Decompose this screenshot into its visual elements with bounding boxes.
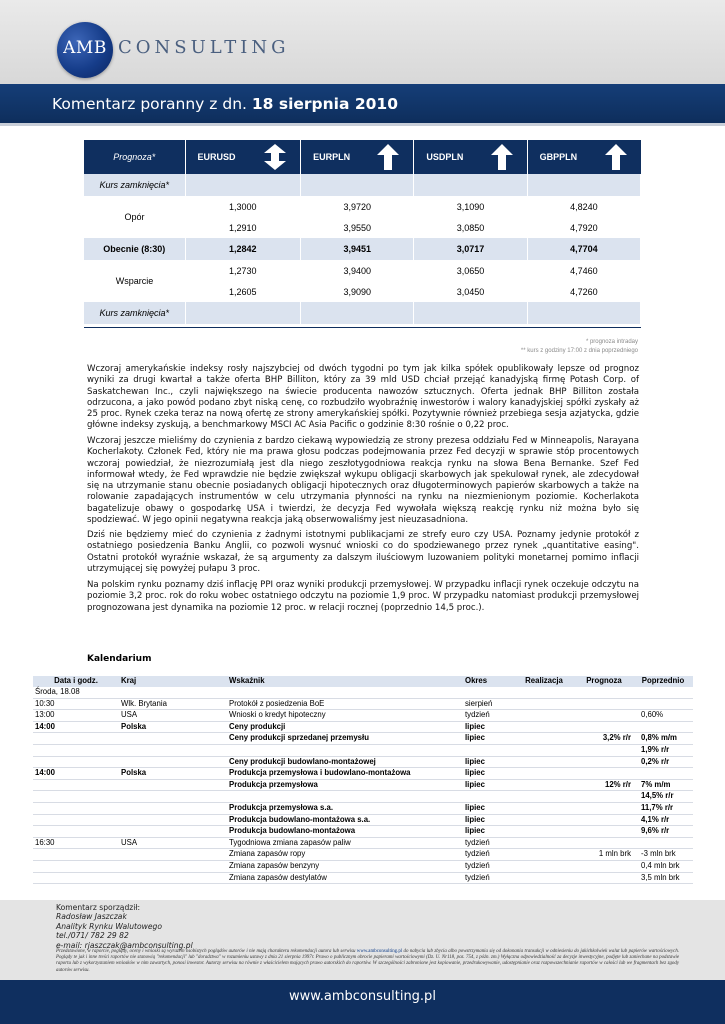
cal-period: tydzień <box>463 837 513 849</box>
cal-period: lipiec <box>463 768 513 780</box>
cal-country <box>119 872 227 884</box>
cal-forecast <box>575 791 633 803</box>
cal-period <box>463 791 513 803</box>
cal-previous: 14,5% r/r <box>633 791 693 803</box>
cal-country: Polska <box>119 768 227 780</box>
cal-period: lipiec <box>463 721 513 733</box>
cal-country <box>119 849 227 861</box>
cal-indicator: Produkcja przemysłowa i budowlano-montażowa <box>227 768 463 780</box>
cal-country: USA <box>119 837 227 849</box>
note-intraday: * prognoza intraday <box>585 339 638 345</box>
cal-forecast: 12% r/r <box>575 779 633 791</box>
cal-time: 10:30 <box>33 698 119 710</box>
cal-period: lipiec <box>463 814 513 826</box>
calendar-day: Środa, 18.08 <box>33 687 693 698</box>
cal-actual <box>513 837 575 849</box>
support-value: 1,2605 <box>185 281 301 302</box>
cal-indicator: Tygodniowa zmiana zapasów paliw <box>227 837 463 849</box>
cal-country <box>119 744 227 756</box>
support-label: Wsparcie <box>84 260 185 302</box>
cal-indicator: Produkcja przemysłowa s.a. <box>227 802 463 814</box>
author-email[interactable]: e-mail: rjaszczak@ambconsulting.pl <box>56 940 193 950</box>
current-row <box>84 238 641 260</box>
cal-previous: 1,9% r/r <box>633 744 693 756</box>
up-arrow-icon <box>491 144 513 170</box>
currency-gbppln: GBPPLN <box>527 140 640 174</box>
cal-country <box>119 802 227 814</box>
calendar-row <box>33 721 693 733</box>
calendar-table <box>33 676 693 884</box>
cal-forecast <box>575 768 633 780</box>
cal-country <box>119 791 227 803</box>
cal-forecast <box>575 710 633 722</box>
calendar-row <box>33 802 693 814</box>
cal-indicator: Produkcja budowlano-montażowa s.a. <box>227 814 463 826</box>
resistance-label: Opór <box>84 196 185 238</box>
cal-country <box>119 826 227 838</box>
author-phone: tel./071/ 782 29 82 <box>56 931 129 941</box>
cal-previous <box>633 698 693 710</box>
calendar-row <box>33 710 693 722</box>
cal-indicator: Produkcja przemysłowa <box>227 779 463 791</box>
cal-period: lipiec <box>463 779 513 791</box>
calendar-row <box>33 768 693 780</box>
cal-previous: 0,8% m/m <box>633 733 693 745</box>
current-label: Obecnie (8:30) <box>84 238 185 260</box>
cal-actual <box>513 710 575 722</box>
col-previous: Poprzednio <box>633 676 693 687</box>
support-value: 4,7260 <box>527 281 640 302</box>
disclaimer-link[interactable]: www.ambconsulting.pl <box>356 949 403 954</box>
calendar-title: Kalendarium <box>87 654 152 664</box>
cal-time <box>33 779 119 791</box>
calendar-row <box>33 733 693 745</box>
cal-indicator: Produkcja budowlano-montażowa <box>227 826 463 838</box>
cal-indicator: Ceny produkcji budowlano-montażowej <box>227 756 463 768</box>
cal-indicator: Zmiana zapasów ropy <box>227 849 463 861</box>
forecast-bottom-rule <box>84 327 641 328</box>
cal-previous: 11,7% r/r <box>633 802 693 814</box>
cal-forecast <box>575 826 633 838</box>
currency-eurusd: EURUSD <box>185 140 301 174</box>
cal-period: lipiec <box>463 756 513 768</box>
cal-time <box>33 744 119 756</box>
cal-indicator: Protokół z posiedzenia BoE <box>227 698 463 710</box>
logo-mark-text: AMB <box>63 38 107 58</box>
calendar-row <box>33 872 693 884</box>
cal-period <box>463 744 513 756</box>
cal-time: 14:00 <box>33 721 119 733</box>
cal-actual <box>513 768 575 780</box>
cal-actual <box>513 802 575 814</box>
cal-forecast <box>575 872 633 884</box>
resistance-value: 4,8240 <box>527 196 640 217</box>
cal-time <box>33 826 119 838</box>
title-band <box>0 84 725 126</box>
cal-time <box>33 791 119 803</box>
cal-country <box>119 733 227 745</box>
cal-indicator: Zmiana zapasów destylatów <box>227 872 463 884</box>
cal-country <box>119 756 227 768</box>
note-close-time: ** kurs z godziny 17:00 z dnia poprzedniego <box>520 347 638 354</box>
website-link[interactable]: www.ambconsulting.pl <box>289 989 436 1004</box>
cal-previous: 0,60% <box>633 710 693 722</box>
cal-country <box>119 779 227 791</box>
cal-period: tydzień <box>463 872 513 884</box>
cal-indicator: Zmiana zapasów benzyny <box>227 860 463 872</box>
cal-actual <box>513 826 575 838</box>
cal-country: Polska <box>119 721 227 733</box>
author-role: Analityk Rynku Walutowego <box>56 921 163 931</box>
cal-time <box>33 860 119 872</box>
support-value: 3,0650 <box>414 260 527 281</box>
currency-usdpln: USDPLN <box>414 140 527 174</box>
cal-period: tydzień <box>463 849 513 861</box>
cal-time: 13:00 <box>33 710 119 722</box>
author-name: Radosław Jaszczak <box>56 912 127 922</box>
currency-eurpln: EURPLN <box>301 140 414 174</box>
cal-time: 14:00 <box>33 768 119 780</box>
support-value: 4,7460 <box>527 260 640 281</box>
support-value: 3,9090 <box>301 281 414 302</box>
cal-previous: 0,4 mln brk <box>633 860 693 872</box>
up-arrow-icon <box>377 144 399 170</box>
calendar-row <box>33 860 693 872</box>
current-value: 4,7704 <box>527 238 640 260</box>
cal-country <box>119 814 227 826</box>
cal-previous: 0,2% r/r <box>633 756 693 768</box>
cal-actual <box>513 721 575 733</box>
cal-actual <box>513 733 575 745</box>
close-row-bottom <box>84 302 641 324</box>
resistance-value: 4,7920 <box>527 217 640 238</box>
forecast-corner-label: Prognoza* <box>84 140 185 174</box>
cal-actual <box>513 849 575 861</box>
cal-time <box>33 872 119 884</box>
cal-period: sierpień <box>463 698 513 710</box>
cal-forecast: 3,2% r/r <box>575 733 633 745</box>
resistance-row-1 <box>84 196 641 217</box>
calendar-row <box>33 849 693 861</box>
commentary-paragraph: Wczoraj jeszcze mieliśmy do czynienia z bardzo ciekawą wypowiedzią ze strony prezesa oddziału Fed w Minneapolis, Narayana Kocherlakoty. Członek Fed, który nie ma prawa głosu podczas podejmowania przez Fed decyzji w sprawie stóp procentowych wczoraj powiedział, że niezrozumiałą jest dla niego zeszłotygodniowa reakcja rynku na słowa Bena Bernanke. Szef Fed informował wtedy, że Fed wprawdzie nie będzie zwiększał wykupu obligacji skarbowych jak spekulował rynek, ale zdecydował się na utrzymanie stanu obecnie posiadanych obligacji hipotecznych oraz długoterminowych papierów skarbowych a także na rolowanie zapadających instrumentów w celu utrzymania płynności na rynku na niezmienionym poziomie. Kocherlakota bagatelizuje obawy o gospodarkę USA i twierdzi, że decyzja Fed wywołała większą reakcję rynku niż można było się spodziewać. W jego opinii negatywna reakcja jaką obserwowaliśmy jest nieuzasadniona. <box>87 436 639 526</box>
page-title: Komentarz poranny z dn. 18 sierpnia 2010 <box>52 95 398 113</box>
cal-time <box>33 849 119 861</box>
cal-time <box>33 756 119 768</box>
resistance-value: 3,0850 <box>414 217 527 238</box>
cal-actual <box>513 791 575 803</box>
support-value: 3,0450 <box>414 281 527 302</box>
col-actual: Realizacja <box>513 676 575 687</box>
commentary-paragraph: Dziś nie będziemy mieć do czynienia z żadnymi istotnymi publikacjami ze strefy euro czy USA. Poznamy jedynie protokół z ostatniego posiedzenia Banku Anglii, co pozwoli wysnuć wnioski co do spodziewanego przez rynek „quantitative easing". Ostatni protokół wyraźnie wskazał, że są argumenty za dalszym iluściowym luzowaniem polityki monetarnej pomimo inflacji utrzymującej się powyżej pułapu 3 proc. <box>87 530 639 574</box>
cal-actual <box>513 744 575 756</box>
up-down-arrow-icon <box>264 144 286 170</box>
cal-period: lipiec <box>463 733 513 745</box>
col-country: Kraj <box>119 676 227 687</box>
cal-country: USA <box>119 710 227 722</box>
cal-period: lipiec <box>463 826 513 838</box>
cal-forecast <box>575 756 633 768</box>
cal-forecast <box>575 860 633 872</box>
cal-forecast: 1 mln brk <box>575 849 633 861</box>
current-value: 3,0717 <box>414 238 527 260</box>
prepared-by-label: Komentarz sporządził: <box>56 903 141 912</box>
title-date: 18 sierpnia 2010 <box>251 95 398 113</box>
cal-period: tydzień <box>463 860 513 872</box>
commentary-paragraph: Wczoraj amerykańskie indeksy rosły najszybciej od dwóch tygodni po tym jak kilka spółek opublikowały lepsze od prognoz wyniki za drugi kwartał a także oferta BHP Billiton, który za 39 mld USD chciał przejąć kanadyjską firmę Potash Corp. of Saskatchewan Inc., czyli największego na świecie producenta nawozów sztucznych. Oferta jednak BHP Billiton została odrzucona, a jako powód podano zbyt niską cenę, co rozbudziło wyobraźnię inwestorów i walory kanadyjskiej spółki zyskały aż 25 proc. Rynek czeka teraz na nową ofertę ze strony amerykańskiej spółki. Pozytywnie również przebiega sesja azjatycka, gdzie główne indeksy zyskują, a benchmarkowy MSCI AC Asia Pacific o godzinie 8:30 rośnie o 0,22 proc. <box>87 364 639 431</box>
calendar-row <box>33 826 693 838</box>
col-period: Okres <box>463 676 513 687</box>
cal-previous: 9,6% r/r <box>633 826 693 838</box>
col-indicator: Wskaźnik <box>227 676 463 687</box>
cal-indicator <box>227 744 463 756</box>
cal-time <box>33 802 119 814</box>
cal-forecast <box>575 721 633 733</box>
cal-actual <box>513 756 575 768</box>
disclaimer: Przedstawione, w raporcie, poglądy, oceny i wnioski są wyrazem osobistych poglądów autorów i nie mają charakteru rekomendacji autora lub serwisu www.ambconsulting.pl do nabycia lub zbycia albo powstrzymania się od dokonania transakcji w odniesieniu do jakichkolwiek walut lub papierów wartościowych. Poglądy te jak i inne treści raportów nie stanowią "rekomendacji" lub "doradztwa" w rozumieniu ustawy z dnia 21 sierpnia 1997r. Prawo o publicznym obrocie papierami wartościowymi (Dz. U. Nr118, poz. 754, z późn. zm.) Wyłączna odpowiedzialność za decyzje inwestycyjne, podjęte lub zaniechane na podstawie raportu lub z wykorzystaniem wniosków w nim zawartych, ponosi inwestor. Autorzy serwisu na równie z właścicielem mających prawo autorskich do raportów. W szczególności zabronione jest kopiowanie, przedrukowywanie, udostępnianie oraz rozpowszechnianie raportów w całości lub we fragmentach bez zgody autorów serwisu. <box>56 949 680 973</box>
calendar-row <box>33 779 693 791</box>
commentary-paragraph: Na polskim rynku poznamy dziś inflację PPI oraz wyniki produkcji przemysłowej. W przypadku inflacji rynek oczekuje odczytu na poziomie 3,2 proc. rok do roku wobec ostatniego odczytu na poziomie 1,9 proc. W przypadku natomiast produkcji przemysłowej prognozowana jest dynamika na poziomie 12 proc. w relacji rocznej (poprzednio 14,5 proc.). <box>87 580 639 613</box>
resistance-value: 1,2910 <box>185 217 301 238</box>
cal-previous: 7% m/m <box>633 779 693 791</box>
resistance-value: 3,9720 <box>301 196 414 217</box>
calendar-row <box>33 837 693 849</box>
cal-previous <box>633 721 693 733</box>
cal-forecast <box>575 837 633 849</box>
cal-actual <box>513 698 575 710</box>
cal-indicator: Ceny produkcji <box>227 721 463 733</box>
cal-forecast <box>575 698 633 710</box>
support-value: 3,9400 <box>301 260 414 281</box>
cal-forecast <box>575 744 633 756</box>
resistance-value: 3,1090 <box>414 196 527 217</box>
forecast-header-row <box>84 140 641 174</box>
calendar-row <box>33 744 693 756</box>
up-arrow-icon <box>605 144 627 170</box>
close-label: Kurs zamknięcia* <box>84 302 185 324</box>
calendar-day-row <box>33 687 693 698</box>
cal-previous: 3,5 mln brk <box>633 872 693 884</box>
close-row-top <box>84 174 641 196</box>
support-value: 1,2730 <box>185 260 301 281</box>
cal-actual <box>513 779 575 791</box>
forecast-table <box>84 140 641 324</box>
cal-actual <box>513 872 575 884</box>
calendar-row <box>33 698 693 710</box>
forecast-notes <box>521 338 638 355</box>
cal-period: lipiec <box>463 802 513 814</box>
calendar-row <box>33 756 693 768</box>
logo-wordmark: CONSULTING <box>118 37 290 58</box>
cal-country <box>119 860 227 872</box>
cal-previous <box>633 768 693 780</box>
current-value: 1,2842 <box>185 238 301 260</box>
calendar-row <box>33 814 693 826</box>
author-block <box>56 903 193 950</box>
cal-previous <box>633 837 693 849</box>
cal-time <box>33 814 119 826</box>
cal-actual <box>513 860 575 872</box>
cal-forecast <box>575 814 633 826</box>
cal-previous: -3 mln brk <box>633 849 693 861</box>
cal-previous: 4,1% r/r <box>633 814 693 826</box>
col-date: Data i godz. <box>33 676 119 687</box>
cal-period: tydzień <box>463 710 513 722</box>
cal-time: 16:30 <box>33 837 119 849</box>
cal-indicator: Wnioski o kredyt hipoteczny <box>227 710 463 722</box>
cal-actual <box>513 814 575 826</box>
resistance-value: 1,3000 <box>185 196 301 217</box>
resistance-value: 3,9550 <box>301 217 414 238</box>
current-value: 3,9451 <box>301 238 414 260</box>
close-label: Kurs zamknięcia* <box>84 174 185 196</box>
col-forecast: Prognoza <box>575 676 633 687</box>
calendar-header-row <box>33 676 693 687</box>
cal-country: Wlk. Brytania <box>119 698 227 710</box>
cal-indicator: Ceny produkcji sprzedanej przemysłu <box>227 733 463 745</box>
cal-forecast <box>575 802 633 814</box>
support-row-1 <box>84 260 641 281</box>
cal-time <box>33 733 119 745</box>
calendar-row <box>33 791 693 803</box>
cal-indicator <box>227 791 463 803</box>
